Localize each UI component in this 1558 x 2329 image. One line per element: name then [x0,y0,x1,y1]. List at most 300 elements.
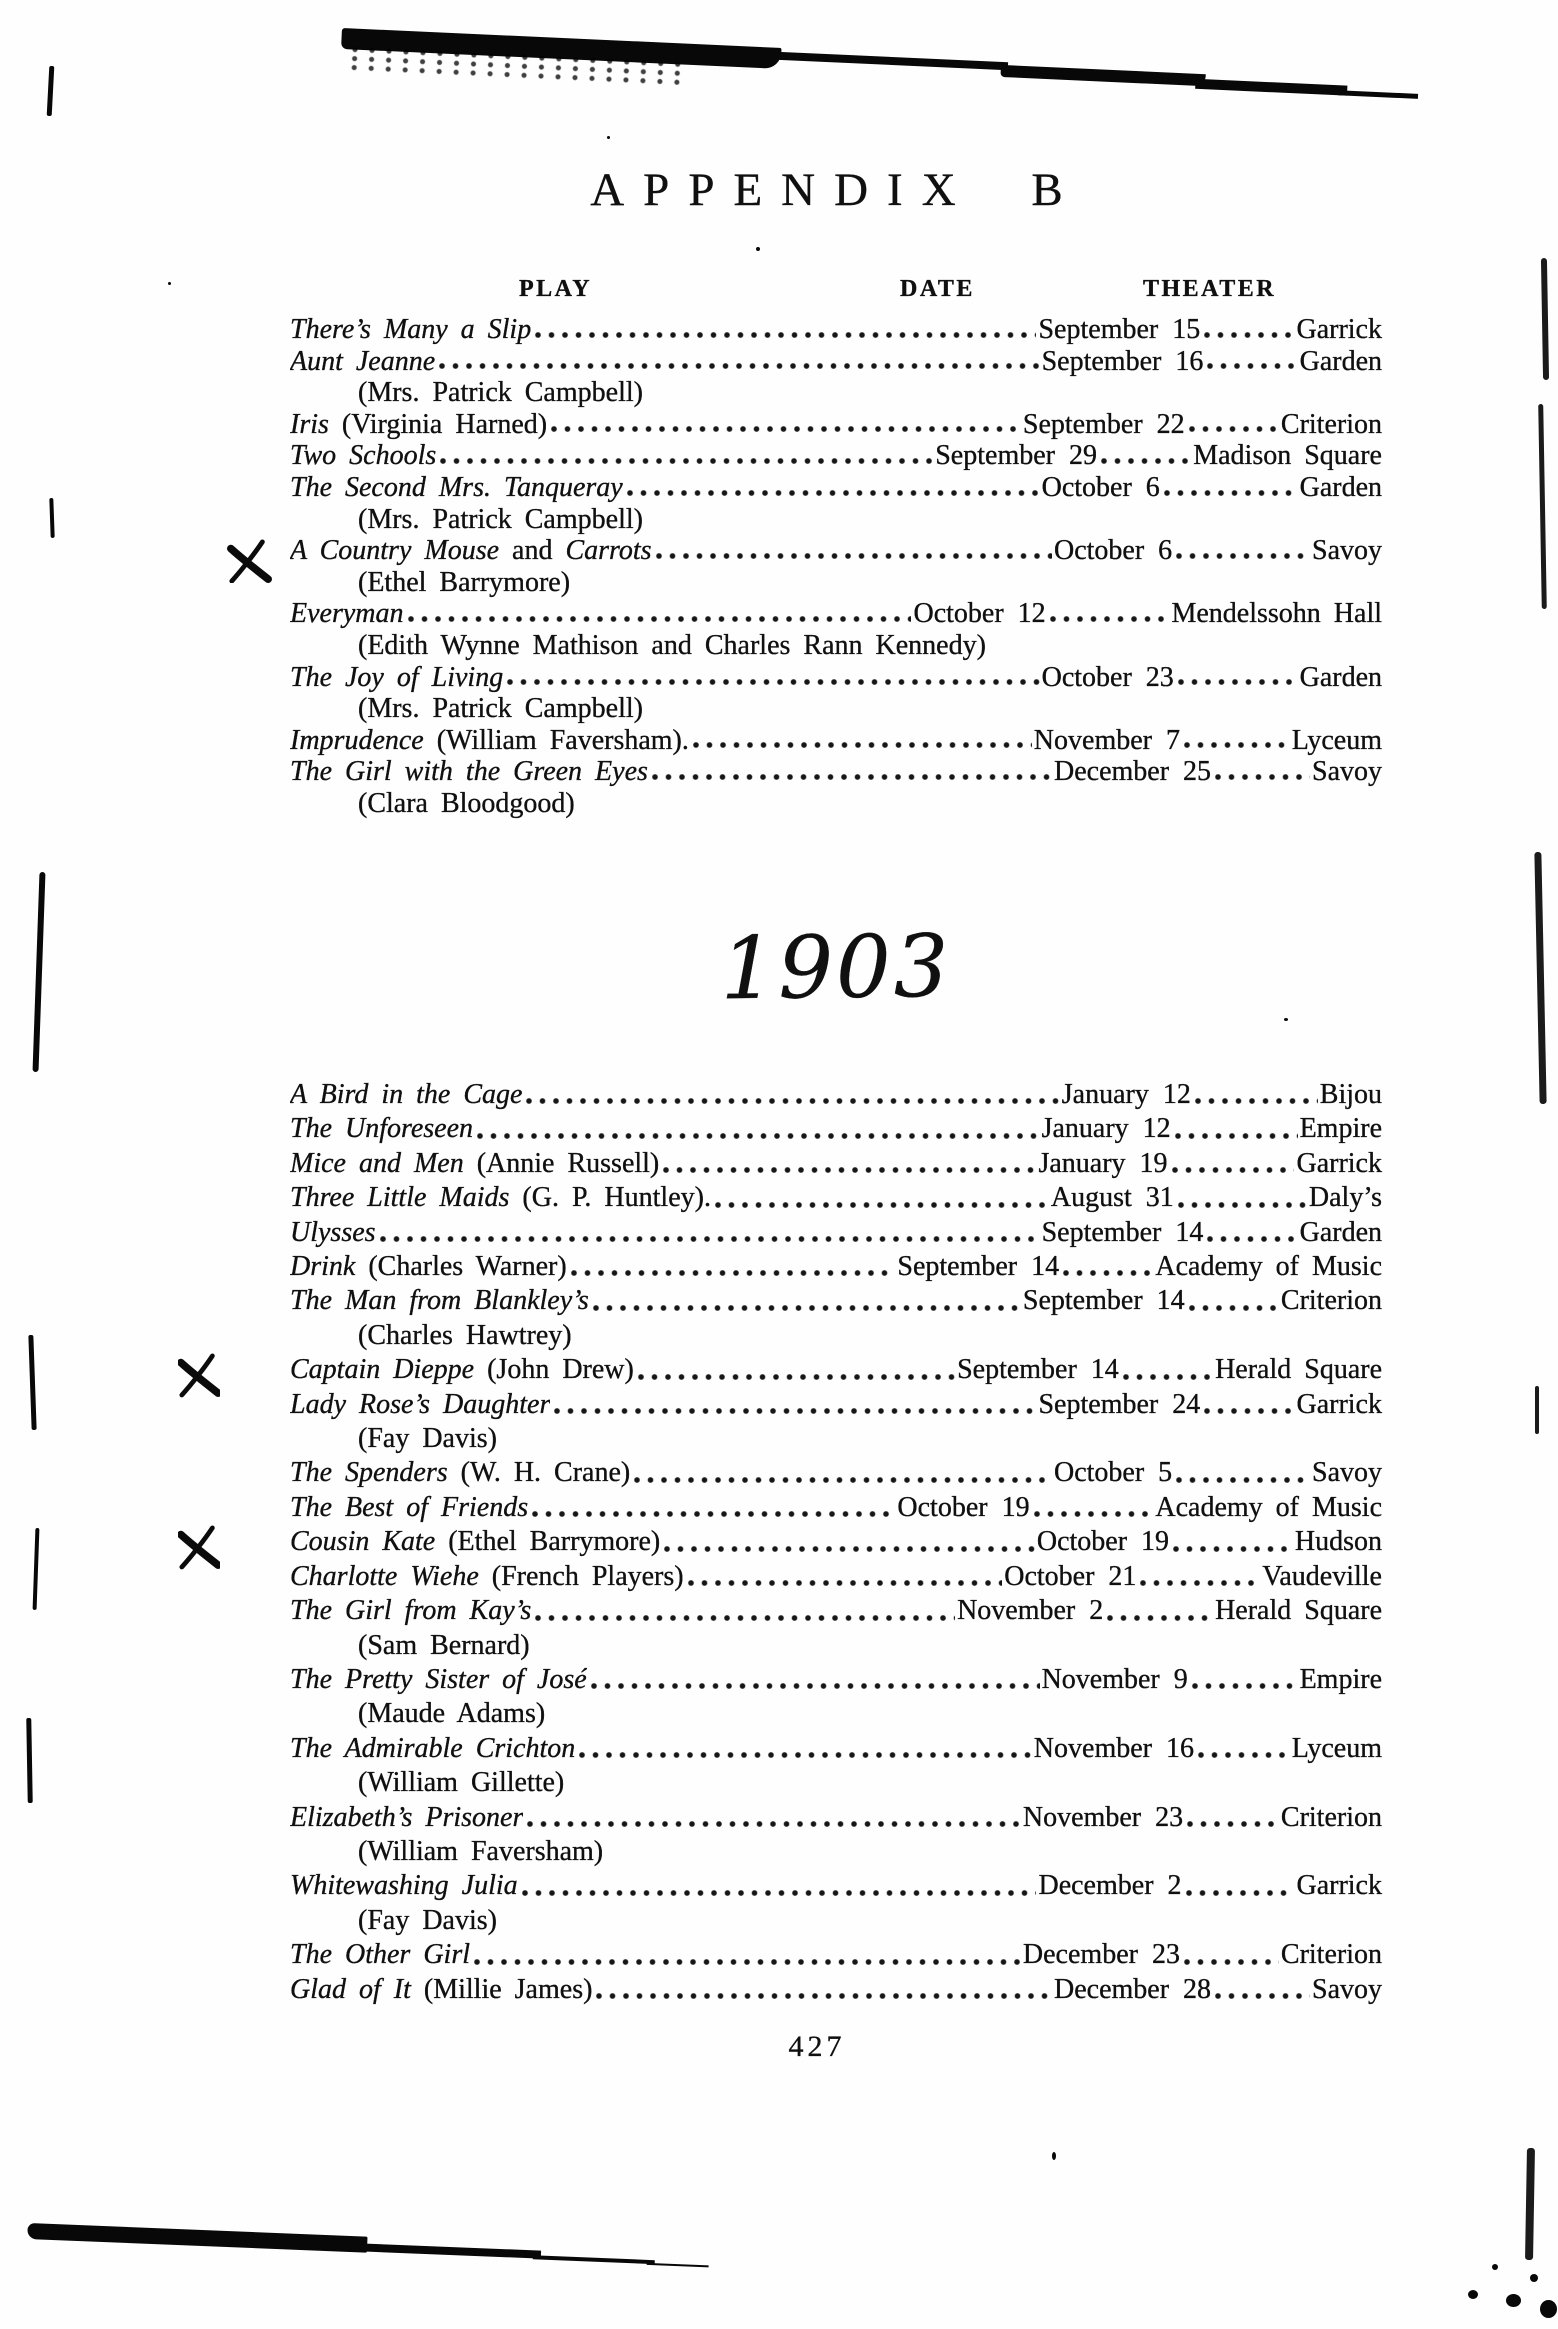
play-title [290,1594,531,1628]
play-title [290,756,648,788]
table-row [290,662,1382,694]
scan-artifact [533,2255,655,2264]
play-title [290,1216,376,1250]
scan-artifact-page-edge [1541,258,1549,380]
theater-cell: Daly’s [1308,1182,1382,1214]
leader-dots [1174,535,1310,567]
theater-cell: Academy of Music [1155,1251,1382,1283]
date-value: November 9 [1041,1663,1188,1695]
column-header-play: PLAY [519,276,593,302]
play-title [290,1181,711,1215]
play-title-italic: The Other Girl [290,1939,470,1971]
leader-dots [1170,1147,1295,1181]
table-row [290,1869,1382,1903]
table-row [290,756,1382,788]
date-value: October 23 [1041,661,1174,693]
leader-dots [1162,472,1298,504]
leader-dots [552,1388,1036,1422]
date-cell [1004,1560,1262,1594]
date-cell [1023,1938,1281,1972]
play-title [290,1869,518,1903]
x-mark-icon [178,1349,220,1401]
date-value: January 19 [1038,1147,1168,1179]
play-title [290,725,689,757]
leader-dots [1105,1594,1213,1628]
cast-note: (Mrs. Patrick Campbell) [358,503,643,535]
theater-cell: Empire [1299,1663,1382,1695]
table-row [290,1078,1382,1112]
theater-cell: Savoy [1312,756,1382,788]
theater-cell: Savoy [1312,535,1382,567]
date-cell [1054,756,1312,788]
theater-cell: Academy of Music [1155,1491,1382,1523]
date-cell [1042,1112,1300,1146]
play-title [290,1112,473,1146]
leader-dots [1138,1560,1260,1594]
leader-dots [1202,1388,1294,1422]
table-row [290,472,1382,504]
cast-note: (Mrs. Patrick Campbell) [358,693,643,725]
column-header-date: DATE [900,276,975,302]
scan-artifact [756,247,760,251]
leader-dots [1187,1284,1279,1318]
leader-dots [1173,1112,1298,1146]
theater-cell: Savoy [1312,1973,1382,2005]
leader-dots [1176,662,1298,694]
scan-artifact [773,52,1008,71]
date-value: September 14 [897,1251,1060,1283]
date-value: January 12 [1061,1079,1191,1110]
scan-artifact [1284,1018,1288,1021]
table-row [290,1250,1382,1284]
play-title-italic: Whitewashing Julia [290,1870,518,1902]
leader-dots [406,598,912,630]
play-title-italic: The Man from Blankley’s [290,1285,589,1317]
theater-cell: Criterion [1280,1801,1382,1833]
play-title-italic: The Pretty Sister of José [290,1663,587,1695]
date-cell [1054,1973,1312,2007]
leader-dots [549,409,1021,441]
scan-artifact-margin-stroke [33,1528,40,1610]
table-row [290,1525,1382,1559]
date-value: September 16 [1041,345,1204,377]
theater-cell: Savoy [1312,1457,1382,1489]
play-title-italic: The Girl with the Green Eyes [290,756,648,788]
scan-artifact [359,2243,541,2258]
play-title [290,440,436,472]
table-row [290,598,1382,630]
table-row [290,535,1382,567]
date-value: October 6 [1054,535,1173,567]
leader-dots [625,472,1040,504]
leader-dots [1185,1801,1279,1835]
date-value: October 6 [1041,471,1160,503]
play-title-italic: Mice and Men [290,1147,464,1179]
play-title-roman: (G. P. Huntley). [509,1182,711,1214]
leader-dots [1171,1525,1293,1559]
table-row [290,1560,1382,1594]
leader-dots [1099,440,1191,472]
date-cell [1023,1284,1281,1318]
scan-artifact-margin-stroke [28,1335,36,1430]
date-cell [1042,1216,1300,1250]
play-title-italic: The Unforeseen [290,1113,474,1145]
play-title-roman: and [499,535,566,567]
play-title-italic: Charlotte Wiehe [290,1560,479,1592]
play-title [290,535,652,567]
leader-dots [1213,756,1310,788]
date-cell [935,440,1193,472]
leader-dots [594,1973,1052,2007]
play-title-italic: The Second Mrs. Tanqueray [290,471,623,503]
page-number: 427 [788,2030,846,2063]
theater-cell: Mendelssohn Hall [1171,598,1382,630]
scan-artifact [1195,79,1347,96]
date-cell [1038,1147,1296,1181]
x-mark-icon [224,539,274,583]
play-title-italic: Cousin Kate [290,1526,436,1558]
play-title-italic: Ulysses [290,1216,376,1248]
leader-dots [525,1801,1021,1835]
table-row [290,346,1382,378]
theater-cell: Garrick [1296,1388,1382,1420]
scan-artifact [647,2263,709,2267]
scan-artifact [27,2223,367,2253]
table-row [290,1732,1382,1766]
play-title-italic: Carrots [565,535,652,567]
scan-artifact [168,282,171,285]
leader-dots [577,1732,1032,1766]
play-title [290,1456,630,1490]
play-title [290,1250,567,1284]
play-title [290,598,404,630]
scan-artifact [1052,2152,1056,2160]
theater-cell: Madison Square [1193,440,1382,472]
play-title-italic: Captain Dieppe [290,1354,475,1386]
play-title-roman: (Ethel Barrymore) [435,1526,661,1558]
play-title-roman: (Annie Russell) [463,1147,660,1179]
date-value: October 5 [1054,1457,1173,1489]
plays-table-1903 [290,1078,1382,2007]
leader-dots [1174,1456,1310,1490]
date-value: October 12 [913,598,1046,630]
leader-dots [1196,1732,1290,1766]
leader-dots [636,1353,955,1387]
play-title-italic: Lady Rose’s Daughter [290,1388,551,1420]
cast-note: (Sam Bernard) [358,1629,530,1661]
theater-cell: Garden [1299,1216,1382,1248]
play-title [290,1938,470,1972]
leader-dots [1182,1938,1279,1972]
table-row [290,1353,1382,1387]
play-title-italic: The Best of Friends [290,1491,529,1523]
theater-cell: Bijou [1319,1079,1382,1110]
scan-artifact-margin-stroke [49,498,54,538]
date-value: November 7 [1033,724,1180,756]
date-cell [1042,1663,1300,1697]
play-title-roman: (Charles Warner) [355,1251,567,1283]
table-row [290,1973,1382,2007]
date-value: September 15 [1038,314,1201,345]
leader-dots [505,662,1039,694]
theater-cell: Garrick [1296,1870,1382,1902]
leader-dots [1061,1250,1153,1284]
date-cell [1038,314,1296,346]
cast-note: (William Gillette) [358,1767,565,1799]
leader-dots [1205,1216,1297,1250]
leader-dots [1032,1491,1154,1525]
date-cell [1042,662,1300,694]
play-title-italic: There’s Many a Slip [290,314,532,345]
theater-cell: Garden [1299,345,1382,377]
leader-dots [1187,409,1279,441]
play-title [290,1973,592,2007]
play-title [290,1663,587,1697]
leader-dots [1048,598,1170,630]
scan-artifact [1492,2264,1498,2270]
table-row [290,1388,1382,1422]
play-title-italic: The Joy of Living [290,661,504,693]
theater-cell: Hudson [1294,1526,1382,1558]
date-value: September 14 [957,1354,1119,1386]
date-cell [897,1250,1155,1284]
table-row [290,725,1382,757]
leader-dots [1182,725,1290,757]
leader-dots [632,1456,1052,1490]
play-title [290,1801,523,1835]
date-value: August 31 [1050,1182,1174,1214]
theater-cell: Criterion [1280,408,1382,440]
date-value: September 14 [1041,1216,1204,1248]
leader-dots [1184,1869,1295,1903]
theater-cell: Vaudeville [1262,1560,1382,1592]
year-heading: 1903 [720,916,952,1020]
leader-dots [662,1525,1035,1559]
scan-artifact-top-smear [338,28,1419,167]
scan-artifact-page-edge [1535,1386,1539,1434]
leader-dots [472,1938,1021,1972]
table-row [290,1181,1382,1215]
leader-dots [654,535,1052,567]
date-cell [897,1491,1155,1525]
theater-cell: Garden [1299,661,1382,693]
page-title: APPENDIX B [590,164,1082,216]
play-title-italic: A Bird in the Cage [290,1079,523,1110]
date-cell [1034,725,1292,757]
play-title-italic: Everyman [290,598,404,630]
leader-dots [438,440,933,472]
table-row [290,1284,1382,1318]
table-row [290,1938,1382,1972]
scan-artifact-margin-stroke [26,1718,32,1803]
play-title [290,1491,528,1525]
date-value: September 14 [1022,1285,1185,1317]
leader-dots [650,756,1052,788]
date-value: December 25 [1054,756,1212,788]
theater-cell: Empire [1299,1113,1382,1145]
date-cell [1038,1388,1296,1422]
scan-artifact [1000,65,1205,86]
x-mark-icon [178,1521,220,1573]
date-cell [1062,1078,1320,1112]
theater-cell: Herald Square [1215,1595,1382,1627]
leader-dots [1213,1973,1310,2007]
scan-artifact [1530,2274,1538,2282]
date-cell [913,598,1171,630]
scan-artifact-page-edge [1534,852,1546,1104]
scan-artifact-page-edge [1525,2148,1535,2260]
date-value: October 19 [897,1491,1030,1523]
column-header-theater: THEATER [1143,276,1277,302]
cast-note: (Maude Adams) [358,1698,546,1730]
date-value: December 2 [1038,1870,1182,1902]
play-title [290,1388,550,1422]
date-value: September 22 [1022,408,1185,440]
scan-artifact [607,136,610,139]
leader-dots [713,1181,1049,1215]
scan-artifact-margin-stroke [33,872,46,1072]
date-value: November 23 [1022,1801,1184,1833]
play-title-italic: Iris [290,408,329,440]
table-row [290,1147,1382,1181]
table-row [290,1594,1382,1628]
leader-dots [1190,1663,1298,1697]
theater-cell: Criterion [1280,1285,1382,1317]
play-title [290,472,623,504]
play-title-italic: Elizabeth’s Prisoner [290,1801,524,1833]
leader-dots [520,1869,1037,1903]
play-title-italic: The Spenders [290,1457,448,1489]
date-cell [1054,1456,1312,1490]
cast-note: (Fay Davis) [358,1904,497,1936]
play-title [290,1147,659,1181]
cast-note: (Fay Davis) [358,1423,497,1455]
cast-note: (Ethel Barrymore) [358,566,571,598]
table-row [290,1216,1382,1250]
theater-cell: Garden [1299,471,1382,503]
play-title [290,1732,575,1766]
date-value: November 16 [1033,1732,1194,1764]
date-cell [1042,472,1300,504]
date-value: January 12 [1041,1113,1171,1145]
scan-artifact-bottom-smear [26,2218,728,2302]
table-row [290,1112,1382,1146]
table-row [290,440,1382,472]
cast-note: (Charles Hawtrey) [358,1319,572,1351]
leader-dots [589,1663,1040,1697]
cast-note: (Clara Bloodgood) [358,787,575,819]
date-value: December 28 [1054,1973,1212,2005]
date-cell [1034,1732,1292,1766]
play-title [290,1525,660,1559]
scan-artifact [1506,2294,1521,2307]
date-value: October 19 [1036,1526,1170,1558]
scan-artifact-page-edge [1538,404,1547,609]
leader-dots [1121,1353,1213,1387]
leader-dots [533,1594,955,1628]
play-title [290,346,435,378]
leader-dots [591,1284,1021,1318]
scan-artifact-margin-stroke [47,66,55,116]
table-row [290,1801,1382,1835]
table-row [290,409,1382,441]
table-row [290,314,1382,346]
leader-dots [691,725,1032,757]
play-title-roman: (Millie James) [410,1973,593,2005]
leader-dots [1202,314,1294,346]
play-title [290,1284,589,1318]
date-cell [1042,346,1300,378]
theater-cell: Garrick [1296,1147,1382,1179]
date-value: September 24 [1038,1388,1201,1420]
date-cell [957,1594,1215,1628]
play-title [290,662,503,694]
leader-dots [686,1560,1003,1594]
date-value: October 21 [1004,1560,1137,1592]
theater-cell: Criterion [1280,1939,1382,1971]
play-title-italic: Drink [290,1251,356,1283]
plays-table-1902 [290,314,1382,820]
date-value: December 23 [1022,1939,1180,1971]
leader-dots [475,1112,1040,1146]
leader-dots [437,346,1039,378]
table-row [290,1456,1382,1490]
leader-dots [524,1078,1059,1112]
play-title-italic: The Girl from Kay’s [290,1595,532,1627]
play-title-roman: (William Faversham). [423,724,689,756]
play-title [290,1560,684,1594]
date-cell [957,1353,1215,1387]
leader-dots [661,1147,1036,1181]
theater-cell: Herald Square [1215,1354,1382,1386]
leader-dots [569,1250,896,1284]
play-title-italic: Glad of It [290,1973,411,2005]
play-title [290,1078,522,1112]
table-row [290,1663,1382,1697]
play-title-italic: Aunt Jeanne [290,345,436,377]
leader-dots [1205,346,1297,378]
date-value: September 29 [935,440,1097,472]
play-title-italic: Imprudence [290,724,424,756]
cast-note: (William Faversham) [358,1835,604,1867]
play-title [290,1353,634,1387]
play-title-roman: (John Drew) [474,1354,634,1386]
cast-note: (Edith Wynne Mathison and Charles Rann Kennedy) [358,629,986,661]
theater-cell: Lyceum [1291,724,1382,756]
play-title-roman: (W. H. Crane) [447,1457,631,1489]
play-title-italic: The Admirable Crichton [290,1732,576,1764]
date-cell [1038,1869,1296,1903]
date-cell [1054,535,1312,567]
date-cell [1023,409,1281,441]
leader-dots [1193,1078,1318,1112]
theater-cell: Garrick [1296,314,1382,345]
leader-dots [378,1216,1040,1250]
cast-note: (Mrs. Patrick Campbell) [358,377,643,409]
date-value: November 2 [957,1595,1104,1627]
theater-cell: Lyceum [1291,1732,1382,1764]
play-title-italic: A Country Mouse [290,535,500,567]
leader-dots [1176,1181,1307,1215]
date-cell [1037,1525,1295,1559]
leader-dots [530,1491,895,1525]
play-title [290,409,547,441]
play-title-roman: (Virginia Harned) [328,408,548,440]
scan-artifact [1540,2300,1557,2318]
scan-artifact [1338,90,1418,99]
play-title-italic: Three Little Maids [290,1182,510,1214]
date-cell [1023,1801,1281,1835]
